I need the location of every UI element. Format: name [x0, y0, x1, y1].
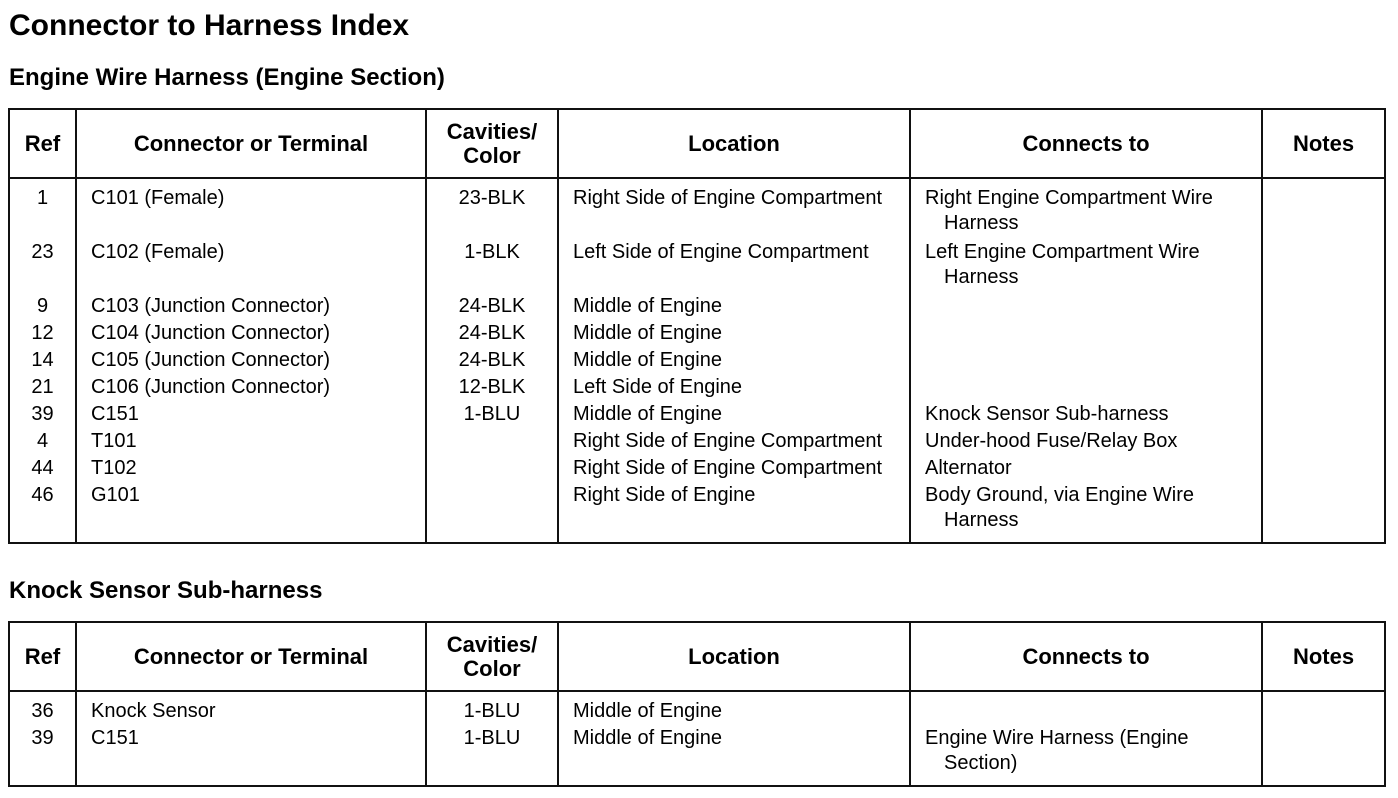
ref-cell: 44: [9, 455, 76, 482]
cavities-cell: [426, 428, 558, 455]
table-row: [9, 347, 1385, 374]
location-cell: Left Side of Engine Compartment: [558, 239, 910, 293]
table-row: [9, 320, 1385, 347]
notes-cell: [1262, 239, 1385, 293]
cavities-cell: 1-BLU: [426, 401, 558, 428]
table-row: [9, 691, 1385, 725]
location-cell: Middle of Engine: [558, 725, 910, 786]
ref-cell: 4: [9, 428, 76, 455]
cavities-cell: 24-BLK: [426, 293, 558, 320]
notes-cell: [1262, 455, 1385, 482]
page-title: Connector to Harness Index: [9, 9, 410, 42]
column-header-connects-to: Connects to: [910, 622, 1262, 691]
notes-cell: [1262, 725, 1385, 786]
cavities-cell: [426, 482, 558, 543]
table-row: [9, 725, 1385, 786]
table-header-row: [9, 622, 1385, 691]
knock-sensor-sub-harness-table: [8, 621, 1386, 787]
connector-cell: C105 (Junction Connector): [76, 347, 426, 374]
connects-to-text: Right Engine Compartment Wire Harness: [925, 187, 1213, 234]
connects-to-cell: [910, 482, 1262, 543]
connects-to-text: Under-hood Fuse/Relay Box: [925, 430, 1178, 452]
section-title-knock-sensor-sub-harness: Knock Sensor Sub-harness: [9, 577, 323, 604]
connector-cell: T101: [76, 428, 426, 455]
connector-cell: G101: [76, 482, 426, 543]
connector-cell: C106 (Junction Connector): [76, 374, 426, 401]
column-header-ref: Ref: [9, 109, 76, 178]
table-row: [9, 374, 1385, 401]
connects-to-cell: [910, 691, 1262, 725]
cavities-cell: 24-BLK: [426, 347, 558, 374]
table-row: [9, 482, 1385, 543]
ref-cell: 21: [9, 374, 76, 401]
cavities-cell: 24-BLK: [426, 320, 558, 347]
table-row: [9, 239, 1385, 293]
column-header-cavities-line1: Cavities/: [446, 118, 538, 144]
notes-cell: [1262, 482, 1385, 543]
connector-cell: C101 (Female): [76, 178, 426, 239]
notes-cell: [1262, 320, 1385, 347]
ref-cell: 9: [9, 293, 76, 320]
connector-cell: Knock Sensor: [76, 691, 426, 725]
connects-to-text: Alternator: [925, 457, 1012, 479]
location-cell: Right Side of Engine Compartment: [558, 428, 910, 455]
column-header-connector: Connector or Terminal: [76, 622, 426, 691]
connector-cell: C151: [76, 401, 426, 428]
column-header-cavities-line2: Color: [463, 655, 521, 681]
notes-cell: [1262, 178, 1385, 239]
connects-to-cell: [910, 239, 1262, 293]
table-header-row: [9, 109, 1385, 178]
ref-cell: 36: [9, 691, 76, 725]
connects-to-text: Body Ground, via Engine Wire Harness: [925, 484, 1195, 531]
connects-to-text: Engine Wire Harness (Engine Section): [925, 727, 1189, 774]
connects-to-cell: [910, 293, 1262, 320]
location-cell: Left Side of Engine: [558, 374, 910, 401]
column-header-cavities-line1: Cavities/: [446, 631, 538, 657]
column-header-location: Location: [558, 109, 910, 178]
ref-cell: 23: [9, 239, 76, 293]
column-header-connector: Connector or Terminal: [76, 109, 426, 178]
ref-cell: 12: [9, 320, 76, 347]
cavities-cell: 1-BLU: [426, 691, 558, 725]
column-header-notes: Notes: [1262, 622, 1385, 691]
ref-cell: 14: [9, 347, 76, 374]
column-header-location: Location: [558, 622, 910, 691]
ref-cell: 46: [9, 482, 76, 543]
notes-cell: [1262, 374, 1385, 401]
connector-cell: C103 (Junction Connector): [76, 293, 426, 320]
ref-cell: 39: [9, 401, 76, 428]
location-cell: Right Side of Engine: [558, 482, 910, 543]
connector-cell: C104 (Junction Connector): [76, 320, 426, 347]
connector-cell: C151: [76, 725, 426, 786]
column-header-ref: Ref: [9, 622, 76, 691]
connects-to-cell: [910, 428, 1262, 455]
connects-to-cell: [910, 178, 1262, 239]
cavities-cell: 23-BLK: [426, 178, 558, 239]
location-cell: Middle of Engine: [558, 293, 910, 320]
column-header-cavities: [426, 109, 558, 178]
location-cell: Middle of Engine: [558, 691, 910, 725]
table-row: [9, 178, 1385, 239]
location-cell: Right Side of Engine Compartment: [558, 178, 910, 239]
column-header-notes: Notes: [1262, 109, 1385, 178]
connects-to-text: Knock Sensor Sub-harness: [925, 403, 1169, 425]
notes-cell: [1262, 401, 1385, 428]
section-title-engine-wire-harness: Engine Wire Harness (Engine Section): [9, 64, 445, 91]
column-header-cavities: [426, 622, 558, 691]
cavities-cell: 1-BLU: [426, 725, 558, 786]
ref-cell: 1: [9, 178, 76, 239]
connector-cell: C102 (Female): [76, 239, 426, 293]
location-cell: Middle of Engine: [558, 320, 910, 347]
notes-cell: [1262, 428, 1385, 455]
connects-to-cell: [910, 347, 1262, 374]
column-header-connects-to: Connects to: [910, 109, 1262, 178]
connects-to-text: Left Engine Compartment Wire Harness: [925, 241, 1200, 288]
ref-cell: 39: [9, 725, 76, 786]
connects-to-cell: [910, 320, 1262, 347]
table-row: [9, 401, 1385, 428]
engine-wire-harness-table: [8, 108, 1386, 544]
connector-cell: T102: [76, 455, 426, 482]
connects-to-cell: [910, 725, 1262, 786]
cavities-cell: 12-BLK: [426, 374, 558, 401]
connects-to-cell: [910, 401, 1262, 428]
location-cell: Middle of Engine: [558, 401, 910, 428]
table-row: [9, 293, 1385, 320]
notes-cell: [1262, 347, 1385, 374]
connects-to-cell: [910, 455, 1262, 482]
connects-to-cell: [910, 374, 1262, 401]
cavities-cell: [426, 455, 558, 482]
column-header-cavities-line2: Color: [463, 142, 521, 168]
cavities-cell: 1-BLK: [426, 239, 558, 293]
notes-cell: [1262, 691, 1385, 725]
location-cell: Middle of Engine: [558, 347, 910, 374]
location-cell: Right Side of Engine Compartment: [558, 455, 910, 482]
notes-cell: [1262, 293, 1385, 320]
table-row: [9, 428, 1385, 455]
table-row: [9, 455, 1385, 482]
